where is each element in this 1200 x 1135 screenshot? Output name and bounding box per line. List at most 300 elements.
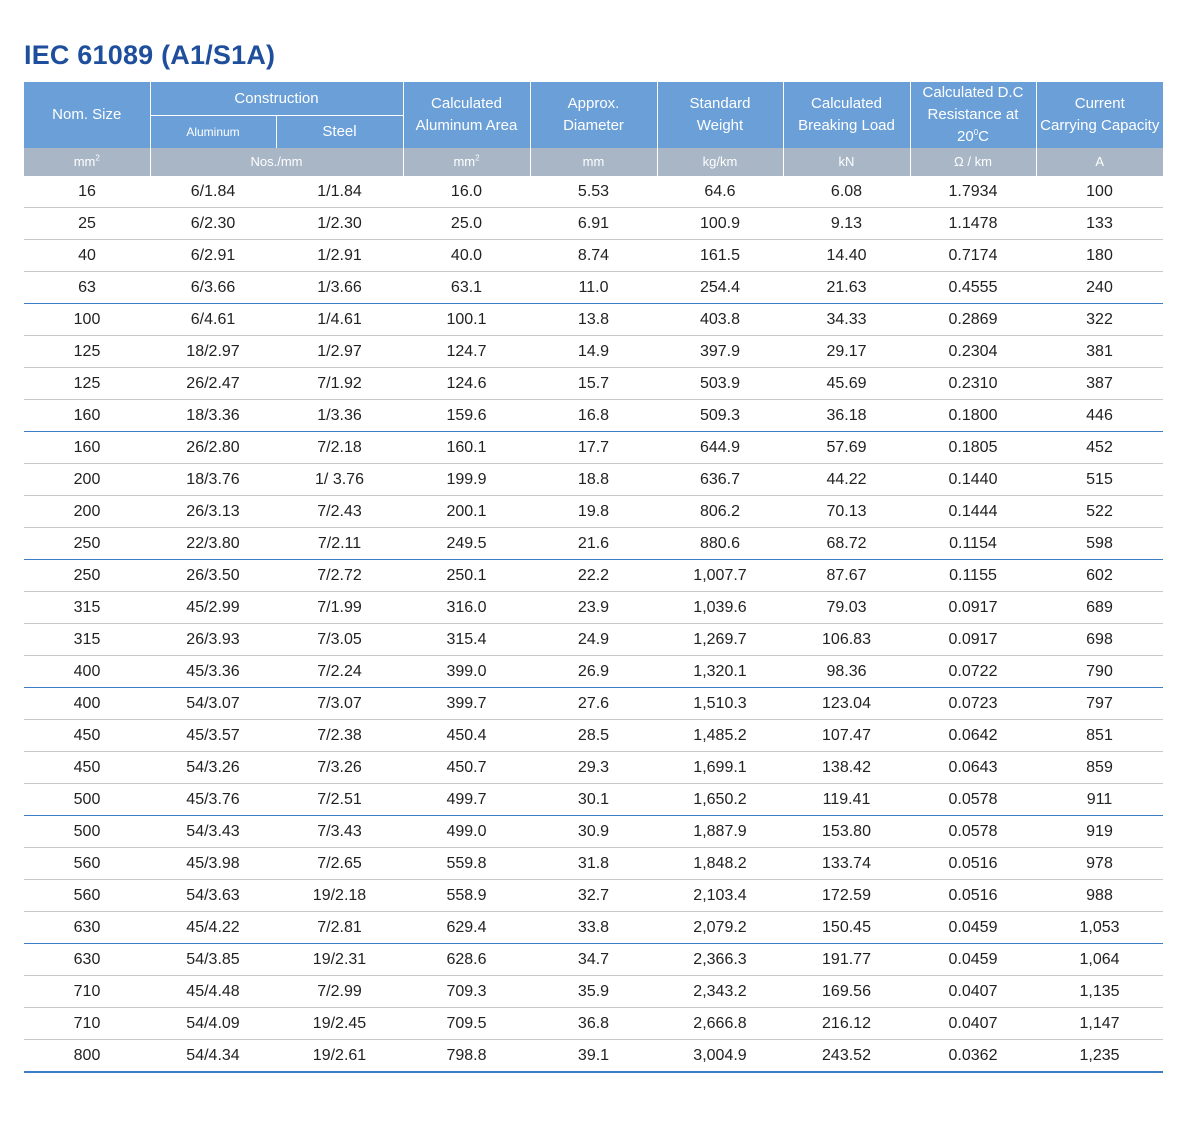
- cell-weight: 880.6: [657, 528, 783, 560]
- header-diameter-line1: Approx.: [567, 95, 620, 112]
- cell-weight: 1,039.6: [657, 592, 783, 624]
- cell-steel: 7/3.07: [276, 688, 403, 720]
- cell-calculated-area: 399.7: [403, 688, 530, 720]
- table-row: [24, 528, 1163, 560]
- cell-diameter: 11.0: [530, 272, 657, 304]
- cell-nom-size: 100: [24, 304, 150, 336]
- cell-aluminum: 54/4.09: [150, 1008, 276, 1040]
- cell-current-capacity: 1,235: [1036, 1040, 1163, 1073]
- cell-breaking-load: 9.13: [783, 208, 910, 240]
- cell-nom-size: 400: [24, 656, 150, 688]
- table-row: [24, 400, 1163, 432]
- cell-resistance: 0.0578: [910, 784, 1036, 816]
- table-row: [24, 912, 1163, 944]
- unit-nom-size: [24, 148, 150, 176]
- units-row: [24, 148, 1163, 176]
- cell-weight: 1,269.7: [657, 624, 783, 656]
- cell-breaking-load: 153.80: [783, 816, 910, 848]
- unit-current: A: [1036, 148, 1163, 176]
- unit-construction: Nos./mm: [150, 148, 403, 176]
- header-aluminum: Aluminum: [150, 116, 276, 148]
- cell-aluminum: 45/3.76: [150, 784, 276, 816]
- table-row: [24, 720, 1163, 752]
- cell-current-capacity: 790: [1036, 656, 1163, 688]
- cell-resistance: 1.7934: [910, 176, 1036, 208]
- cell-diameter: 29.3: [530, 752, 657, 784]
- cell-current-capacity: 797: [1036, 688, 1163, 720]
- cell-resistance: 0.1154: [910, 528, 1036, 560]
- cell-aluminum: 26/3.93: [150, 624, 276, 656]
- cell-current-capacity: 180: [1036, 240, 1163, 272]
- cell-breaking-load: 133.74: [783, 848, 910, 880]
- cell-calculated-area: 160.1: [403, 432, 530, 464]
- cell-diameter: 17.7: [530, 432, 657, 464]
- cell-aluminum: 6/2.30: [150, 208, 276, 240]
- cell-nom-size: 250: [24, 560, 150, 592]
- cell-current-capacity: 988: [1036, 880, 1163, 912]
- header-nom-size: Nom. Size: [24, 82, 150, 148]
- cell-calculated-area: 558.9: [403, 880, 530, 912]
- cell-nom-size: 250: [24, 528, 150, 560]
- cell-breaking-load: 150.45: [783, 912, 910, 944]
- cell-current-capacity: 1,053: [1036, 912, 1163, 944]
- unit-nom-size-text: mm: [73, 154, 96, 169]
- cell-aluminum: 6/1.84: [150, 176, 276, 208]
- unit-breaking: kN: [783, 148, 910, 176]
- cell-weight: 644.9: [657, 432, 783, 464]
- unit-weight: kg/km: [657, 148, 783, 176]
- cell-diameter: 5.53: [530, 176, 657, 208]
- cell-aluminum: 18/3.36: [150, 400, 276, 432]
- cell-breaking-load: 123.04: [783, 688, 910, 720]
- cell-weight: 2,343.2: [657, 976, 783, 1008]
- cell-steel: 7/3.26: [276, 752, 403, 784]
- cell-current-capacity: 598: [1036, 528, 1163, 560]
- table-row: [24, 560, 1163, 592]
- cell-aluminum: 54/3.26: [150, 752, 276, 784]
- cell-current-capacity: 1,064: [1036, 944, 1163, 976]
- cell-calculated-area: 124.7: [403, 336, 530, 368]
- unit-nom-size-sup: 2: [95, 153, 100, 163]
- table-row: [24, 688, 1163, 720]
- cell-calculated-area: 40.0: [403, 240, 530, 272]
- table-row: [24, 432, 1163, 464]
- cell-diameter: 16.8: [530, 400, 657, 432]
- cell-resistance: 0.1440: [910, 464, 1036, 496]
- table-row: [24, 592, 1163, 624]
- cell-steel: 7/2.99: [276, 976, 403, 1008]
- table-row: [24, 1008, 1163, 1040]
- cell-calculated-area: 629.4: [403, 912, 530, 944]
- cell-aluminum: 6/4.61: [150, 304, 276, 336]
- cell-weight: 509.3: [657, 400, 783, 432]
- cell-diameter: 30.1: [530, 784, 657, 816]
- cell-calculated-area: 316.0: [403, 592, 530, 624]
- cell-resistance: 0.0516: [910, 880, 1036, 912]
- cell-steel: 1/4.61: [276, 304, 403, 336]
- cell-nom-size: 450: [24, 720, 150, 752]
- cell-breaking-load: 34.33: [783, 304, 910, 336]
- cell-current-capacity: 978: [1036, 848, 1163, 880]
- cell-current-capacity: 522: [1036, 496, 1163, 528]
- cell-calculated-area: 499.0: [403, 816, 530, 848]
- cell-breaking-load: 119.41: [783, 784, 910, 816]
- cell-weight: 806.2: [657, 496, 783, 528]
- cell-steel: 1/2.30: [276, 208, 403, 240]
- table-row: [24, 848, 1163, 880]
- cell-steel: 7/2.81: [276, 912, 403, 944]
- cell-steel: 7/2.11: [276, 528, 403, 560]
- cell-nom-size: 400: [24, 688, 150, 720]
- header-current-line1: Current: [1074, 95, 1125, 112]
- cell-resistance: 0.0917: [910, 624, 1036, 656]
- cell-calculated-area: 450.4: [403, 720, 530, 752]
- cell-weight: 1,650.2: [657, 784, 783, 816]
- cell-breaking-load: 169.56: [783, 976, 910, 1008]
- cell-aluminum: 6/2.91: [150, 240, 276, 272]
- header-diameter-line2: Diameter: [563, 117, 624, 134]
- cell-calculated-area: 159.6: [403, 400, 530, 432]
- cell-steel: 1/2.97: [276, 336, 403, 368]
- header-steel: Steel: [276, 116, 403, 148]
- table-row: [24, 240, 1163, 272]
- table-row: [24, 976, 1163, 1008]
- header-calculated-area-line2: Aluminum Area: [415, 117, 518, 134]
- cell-resistance: 0.0407: [910, 1008, 1036, 1040]
- cell-steel: 7/2.38: [276, 720, 403, 752]
- cell-weight: 2,079.2: [657, 912, 783, 944]
- cell-breaking-load: 107.47: [783, 720, 910, 752]
- cell-steel: 19/2.61: [276, 1040, 403, 1073]
- cell-current-capacity: 851: [1036, 720, 1163, 752]
- cell-nom-size: 200: [24, 496, 150, 528]
- cell-resistance: 0.7174: [910, 240, 1036, 272]
- table-row: [24, 464, 1163, 496]
- cell-breaking-load: 243.52: [783, 1040, 910, 1073]
- cell-resistance: 0.0643: [910, 752, 1036, 784]
- cell-breaking-load: 191.77: [783, 944, 910, 976]
- cell-calculated-area: 250.1: [403, 560, 530, 592]
- cell-resistance: 0.0917: [910, 592, 1036, 624]
- cell-steel: 7/3.43: [276, 816, 403, 848]
- cell-calculated-area: 709.3: [403, 976, 530, 1008]
- cell-breaking-load: 79.03: [783, 592, 910, 624]
- cell-resistance: 0.2869: [910, 304, 1036, 336]
- unit-resistance: Ω / km: [910, 148, 1036, 176]
- cell-diameter: 30.9: [530, 816, 657, 848]
- cell-current-capacity: 100: [1036, 176, 1163, 208]
- cell-diameter: 33.8: [530, 912, 657, 944]
- cell-steel: 7/1.92: [276, 368, 403, 400]
- cell-weight: 64.6: [657, 176, 783, 208]
- cell-steel: 19/2.31: [276, 944, 403, 976]
- header-weight-line1: Standard: [689, 95, 751, 112]
- cell-breaking-load: 87.67: [783, 560, 910, 592]
- cell-steel: 7/2.24: [276, 656, 403, 688]
- cell-resistance: 0.1800: [910, 400, 1036, 432]
- cell-nom-size: 800: [24, 1040, 150, 1073]
- cell-diameter: 31.8: [530, 848, 657, 880]
- cell-weight: 2,666.8: [657, 1008, 783, 1040]
- table-header: [24, 82, 1163, 176]
- cell-diameter: 28.5: [530, 720, 657, 752]
- cell-nom-size: 125: [24, 336, 150, 368]
- cell-breaking-load: 57.69: [783, 432, 910, 464]
- table-row: [24, 304, 1163, 336]
- cell-weight: 1,007.7: [657, 560, 783, 592]
- table-row: [24, 1040, 1163, 1073]
- cell-aluminum: 54/3.85: [150, 944, 276, 976]
- cell-breaking-load: 68.72: [783, 528, 910, 560]
- table-row: [24, 336, 1163, 368]
- cell-resistance: 0.0723: [910, 688, 1036, 720]
- cell-nom-size: 450: [24, 752, 150, 784]
- cell-nom-size: 500: [24, 816, 150, 848]
- cell-nom-size: 560: [24, 848, 150, 880]
- cell-resistance: 0.2310: [910, 368, 1036, 400]
- cell-calculated-area: 100.1: [403, 304, 530, 336]
- cell-diameter: 15.7: [530, 368, 657, 400]
- cell-current-capacity: 133: [1036, 208, 1163, 240]
- cell-breaking-load: 70.13: [783, 496, 910, 528]
- degree-symbol: 0: [973, 128, 979, 137]
- cell-calculated-area: 709.5: [403, 1008, 530, 1040]
- cell-aluminum: 22/3.80: [150, 528, 276, 560]
- cell-diameter: 22.2: [530, 560, 657, 592]
- cell-resistance: 0.4555: [910, 272, 1036, 304]
- celsius-unit: C: [978, 128, 989, 145]
- cell-steel: 7/2.43: [276, 496, 403, 528]
- cell-nom-size: 40: [24, 240, 150, 272]
- cell-aluminum: 45/4.48: [150, 976, 276, 1008]
- cell-resistance: 0.0516: [910, 848, 1036, 880]
- cell-diameter: 19.8: [530, 496, 657, 528]
- cell-calculated-area: 63.1: [403, 272, 530, 304]
- cell-aluminum: 54/3.07: [150, 688, 276, 720]
- cell-diameter: 23.9: [530, 592, 657, 624]
- cell-calculated-area: 559.8: [403, 848, 530, 880]
- cell-weight: 1,699.1: [657, 752, 783, 784]
- cell-breaking-load: 6.08: [783, 176, 910, 208]
- cell-steel: 19/2.45: [276, 1008, 403, 1040]
- cell-calculated-area: 798.8: [403, 1040, 530, 1073]
- header-breaking-load-line1: Calculated: [811, 95, 882, 112]
- cell-current-capacity: 919: [1036, 816, 1163, 848]
- cell-resistance: 0.0362: [910, 1040, 1036, 1073]
- unit-area-text: mm: [453, 154, 476, 169]
- cell-diameter: 13.8: [530, 304, 657, 336]
- table-row: [24, 880, 1163, 912]
- unit-area-sup: 2: [475, 153, 480, 163]
- table-row: [24, 208, 1163, 240]
- table-row: [24, 624, 1163, 656]
- cell-weight: 100.9: [657, 208, 783, 240]
- cell-current-capacity: 515: [1036, 464, 1163, 496]
- cell-diameter: 27.6: [530, 688, 657, 720]
- cell-weight: 2,366.3: [657, 944, 783, 976]
- cell-resistance: 0.0578: [910, 816, 1036, 848]
- cell-current-capacity: 602: [1036, 560, 1163, 592]
- header-current-line2: Carrying Capacity: [1040, 117, 1160, 134]
- cell-calculated-area: 315.4: [403, 624, 530, 656]
- table-row: [24, 944, 1163, 976]
- cell-calculated-area: 249.5: [403, 528, 530, 560]
- cell-steel: 1/ 3.76: [276, 464, 403, 496]
- cell-nom-size: 63: [24, 272, 150, 304]
- cell-nom-size: 710: [24, 976, 150, 1008]
- cell-diameter: 26.9: [530, 656, 657, 688]
- header-calculated-area: [403, 82, 530, 148]
- cell-nom-size: 315: [24, 592, 150, 624]
- cell-current-capacity: 452: [1036, 432, 1163, 464]
- cell-aluminum: 18/3.76: [150, 464, 276, 496]
- cell-current-capacity: 1,135: [1036, 976, 1163, 1008]
- cell-aluminum: 6/3.66: [150, 272, 276, 304]
- unit-diameter: mm: [530, 148, 657, 176]
- cell-nom-size: 125: [24, 368, 150, 400]
- cell-current-capacity: 240: [1036, 272, 1163, 304]
- cell-weight: 1,848.2: [657, 848, 783, 880]
- table-row: [24, 496, 1163, 528]
- cell-weight: 403.8: [657, 304, 783, 336]
- cell-resistance: 1.1478: [910, 208, 1036, 240]
- header-resistance-line2: [928, 106, 1019, 145]
- header-resistance-text: Resistance at 20: [927, 106, 1019, 145]
- cell-calculated-area: 16.0: [403, 176, 530, 208]
- header-construction: Construction: [150, 82, 403, 116]
- cell-aluminum: 54/3.43: [150, 816, 276, 848]
- cell-steel: 7/3.05: [276, 624, 403, 656]
- cell-breaking-load: 98.36: [783, 656, 910, 688]
- cell-aluminum: 45/3.36: [150, 656, 276, 688]
- cell-diameter: 14.9: [530, 336, 657, 368]
- cell-aluminum: 45/4.22: [150, 912, 276, 944]
- cell-breaking-load: 14.40: [783, 240, 910, 272]
- cell-weight: 397.9: [657, 336, 783, 368]
- cell-resistance: 0.0642: [910, 720, 1036, 752]
- cell-current-capacity: 698: [1036, 624, 1163, 656]
- cell-weight: 1,485.2: [657, 720, 783, 752]
- cell-weight: 636.7: [657, 464, 783, 496]
- cell-weight: 1,320.1: [657, 656, 783, 688]
- page-title: IEC 61089 (A1/S1A): [24, 40, 276, 70]
- cell-diameter: 36.8: [530, 1008, 657, 1040]
- cell-current-capacity: 1,147: [1036, 1008, 1163, 1040]
- header-weight-line2: Weight: [696, 117, 744, 134]
- cell-diameter: 8.74: [530, 240, 657, 272]
- cell-weight: 3,004.9: [657, 1040, 783, 1073]
- cell-calculated-area: 499.7: [403, 784, 530, 816]
- cell-aluminum: 18/2.97: [150, 336, 276, 368]
- table-row: [24, 176, 1163, 208]
- cell-weight: 2,103.4: [657, 880, 783, 912]
- cell-aluminum: 45/3.98: [150, 848, 276, 880]
- cell-weight: 1,887.9: [657, 816, 783, 848]
- cell-resistance: 0.2304: [910, 336, 1036, 368]
- cell-aluminum: 45/2.99: [150, 592, 276, 624]
- cell-steel: 1/3.36: [276, 400, 403, 432]
- cell-diameter: 35.9: [530, 976, 657, 1008]
- cell-nom-size: 630: [24, 912, 150, 944]
- cell-resistance: 0.1444: [910, 496, 1036, 528]
- header-breaking-load: [783, 82, 910, 148]
- header-current-capacity: [1036, 82, 1163, 148]
- header-resistance: [910, 82, 1036, 148]
- cell-nom-size: 500: [24, 784, 150, 816]
- cell-breaking-load: 21.63: [783, 272, 910, 304]
- cell-resistance: 0.0407: [910, 976, 1036, 1008]
- cell-weight: 503.9: [657, 368, 783, 400]
- cell-nom-size: 560: [24, 880, 150, 912]
- cell-current-capacity: 859: [1036, 752, 1163, 784]
- cell-resistance: 0.1805: [910, 432, 1036, 464]
- cell-current-capacity: 911: [1036, 784, 1163, 816]
- unit-area: [403, 148, 530, 176]
- cell-resistance: 0.0459: [910, 912, 1036, 944]
- cell-breaking-load: 216.12: [783, 1008, 910, 1040]
- table-row: [24, 656, 1163, 688]
- cell-nom-size: 16: [24, 176, 150, 208]
- cell-nom-size: 160: [24, 432, 150, 464]
- cell-current-capacity: 387: [1036, 368, 1163, 400]
- cell-resistance: 0.0722: [910, 656, 1036, 688]
- cell-aluminum: 54/4.34: [150, 1040, 276, 1073]
- cell-aluminum: 26/3.50: [150, 560, 276, 592]
- cell-aluminum: 26/3.13: [150, 496, 276, 528]
- header-resistance-line1: Calculated D.C: [922, 84, 1024, 101]
- cell-calculated-area: 25.0: [403, 208, 530, 240]
- cell-breaking-load: 138.42: [783, 752, 910, 784]
- cell-calculated-area: 450.7: [403, 752, 530, 784]
- cell-breaking-load: 172.59: [783, 880, 910, 912]
- cell-steel: 1/1.84: [276, 176, 403, 208]
- cell-calculated-area: 628.6: [403, 944, 530, 976]
- cell-current-capacity: 689: [1036, 592, 1163, 624]
- cell-nom-size: 160: [24, 400, 150, 432]
- cell-current-capacity: 322: [1036, 304, 1163, 336]
- cell-nom-size: 200: [24, 464, 150, 496]
- cell-steel: 7/2.18: [276, 432, 403, 464]
- cell-diameter: 32.7: [530, 880, 657, 912]
- cell-calculated-area: 199.9: [403, 464, 530, 496]
- cell-breaking-load: 36.18: [783, 400, 910, 432]
- cell-calculated-area: 124.6: [403, 368, 530, 400]
- cell-steel: 1/3.66: [276, 272, 403, 304]
- cell-current-capacity: 381: [1036, 336, 1163, 368]
- cell-diameter: 21.6: [530, 528, 657, 560]
- table-body: [24, 176, 1163, 1072]
- header-calculated-area-line1: Calculated: [431, 95, 502, 112]
- cell-resistance: 0.0459: [910, 944, 1036, 976]
- cell-diameter: 18.8: [530, 464, 657, 496]
- cell-nom-size: 25: [24, 208, 150, 240]
- table-row: [24, 816, 1163, 848]
- cell-breaking-load: 106.83: [783, 624, 910, 656]
- cell-diameter: 6.91: [530, 208, 657, 240]
- cell-nom-size: 315: [24, 624, 150, 656]
- cell-weight: 254.4: [657, 272, 783, 304]
- cell-breaking-load: 44.22: [783, 464, 910, 496]
- cell-nom-size: 710: [24, 1008, 150, 1040]
- header-breaking-load-line2: Breaking Load: [798, 117, 895, 134]
- cell-aluminum: 54/3.63: [150, 880, 276, 912]
- cell-aluminum: 26/2.80: [150, 432, 276, 464]
- cell-calculated-area: 200.1: [403, 496, 530, 528]
- cell-steel: 19/2.18: [276, 880, 403, 912]
- cell-breaking-load: 45.69: [783, 368, 910, 400]
- cell-steel: 7/2.65: [276, 848, 403, 880]
- cell-weight: 1,510.3: [657, 688, 783, 720]
